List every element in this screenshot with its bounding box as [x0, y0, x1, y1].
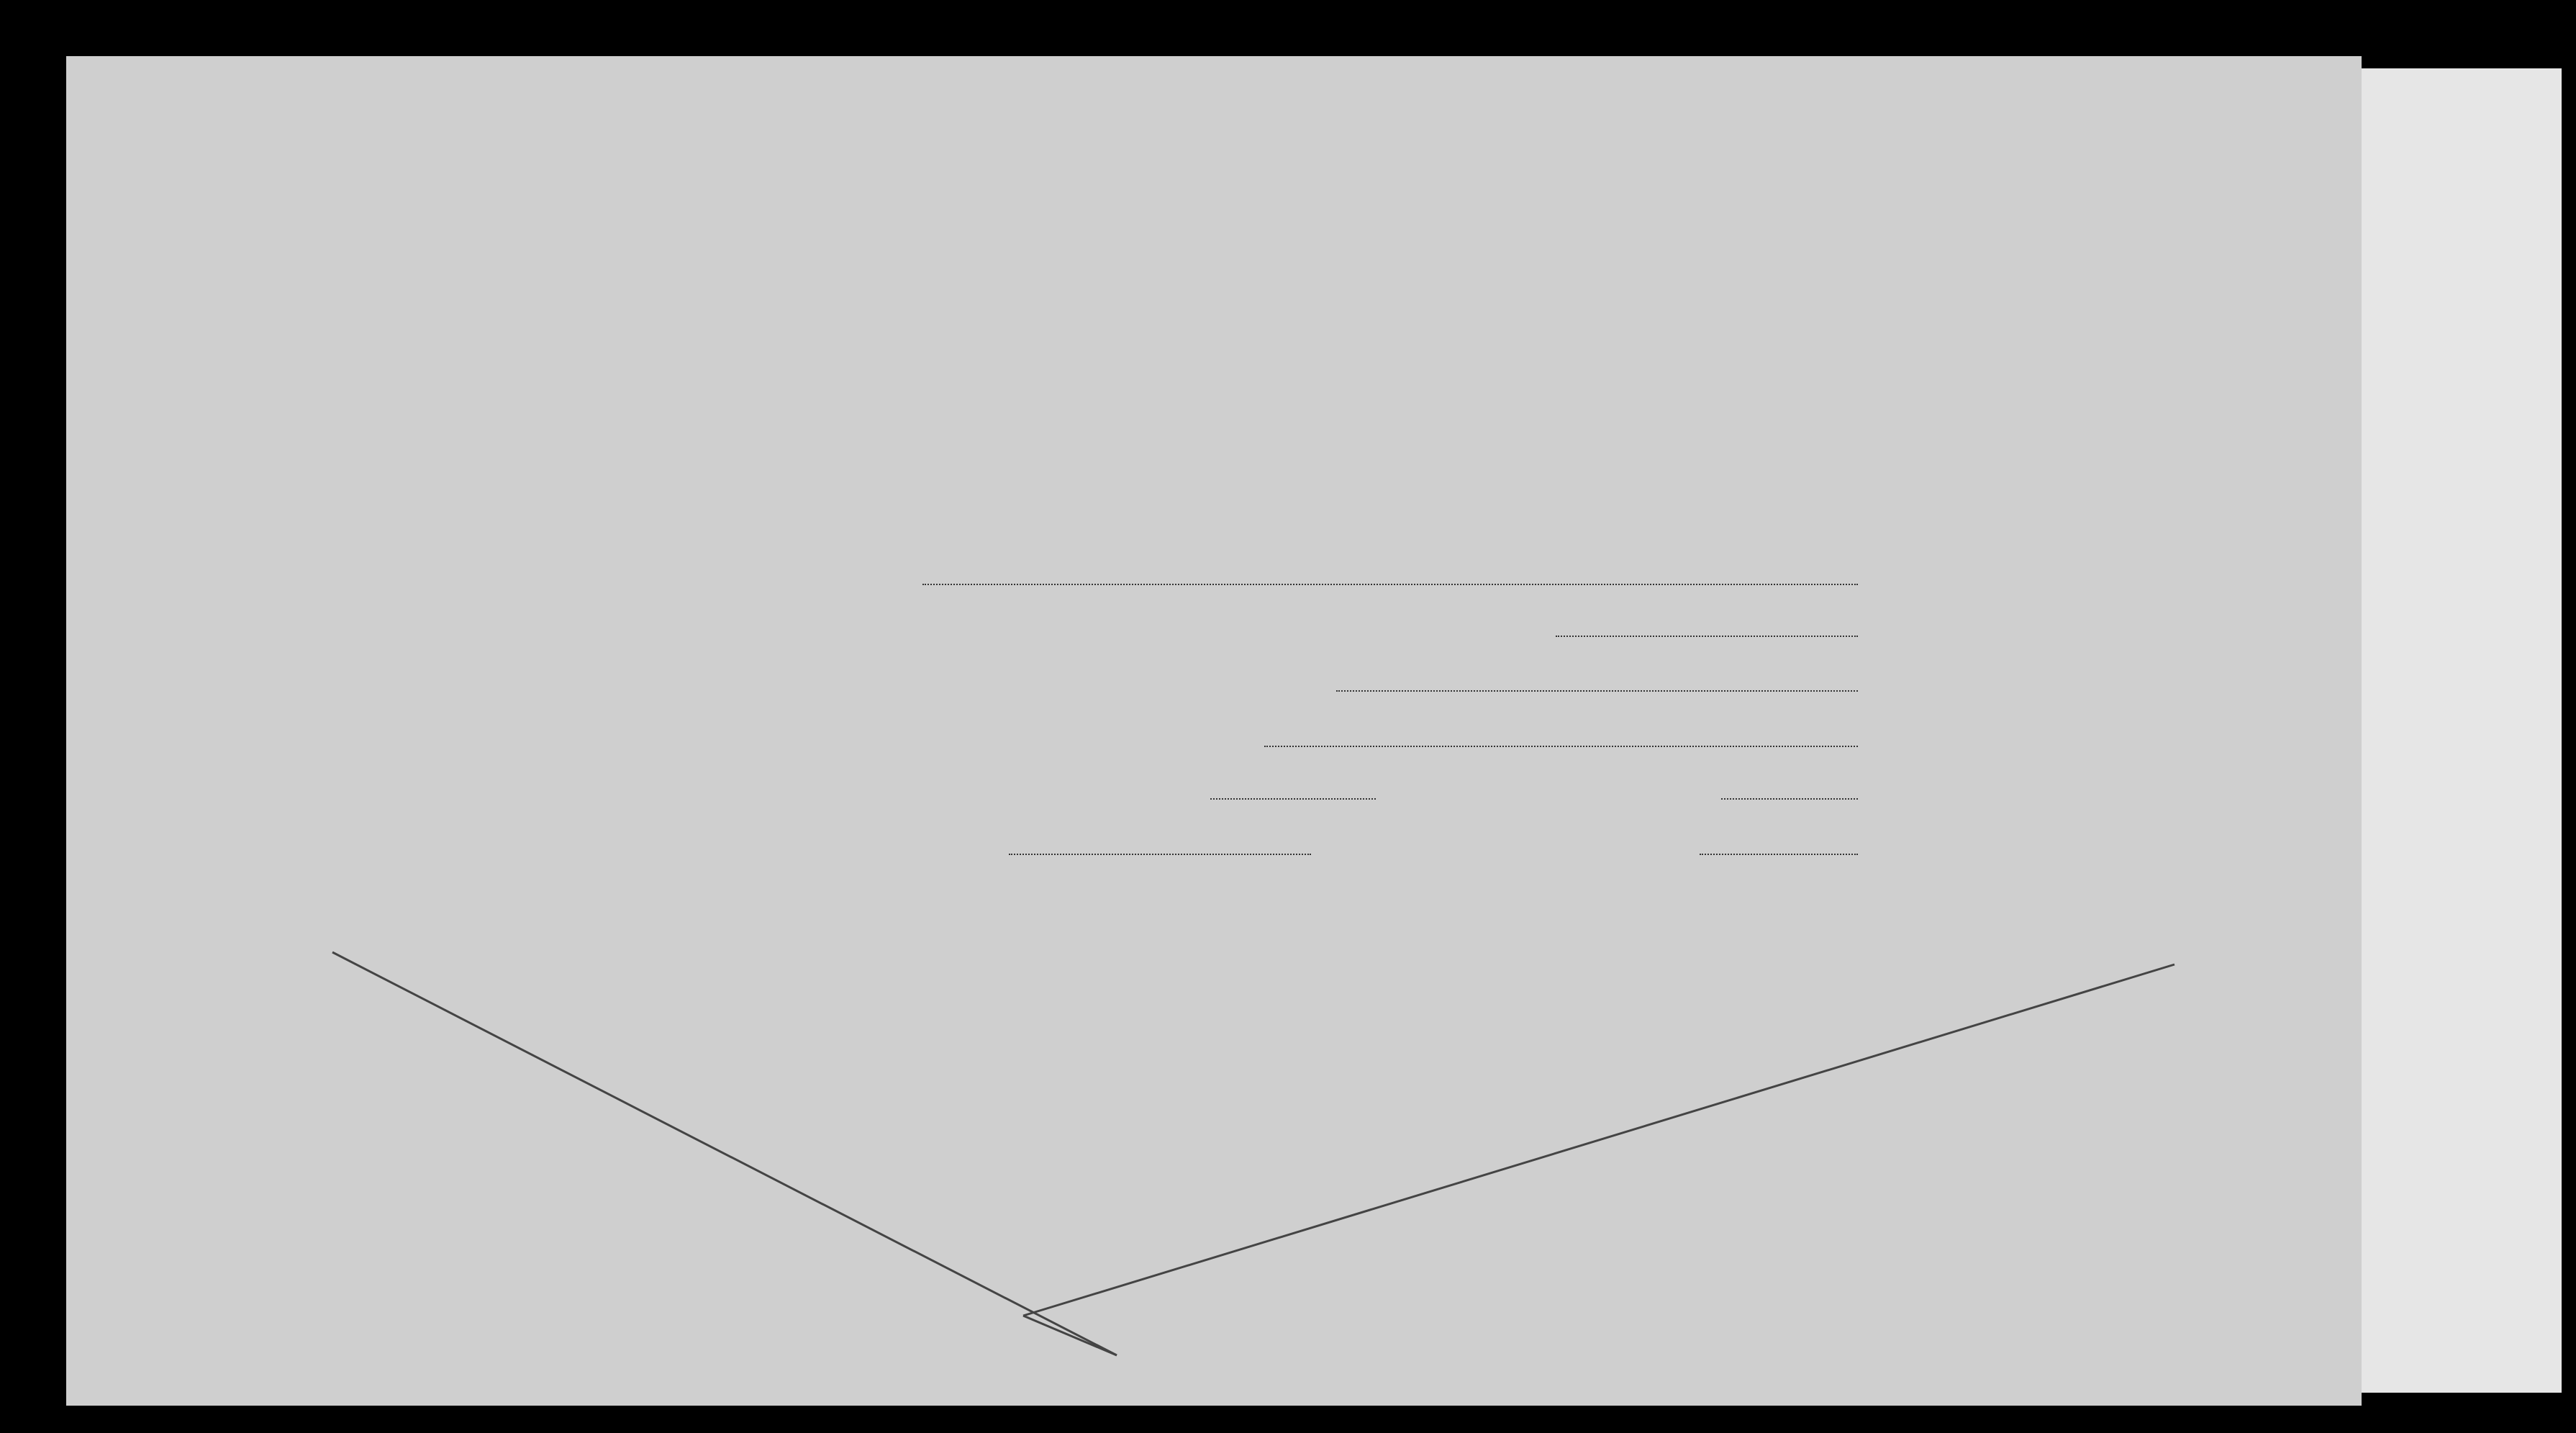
- pencil-cancellation-lines: [66, 56, 2362, 1406]
- pencil-line-3: [1023, 1316, 1117, 1355]
- pencil-line-2: [1023, 964, 2174, 1316]
- pencil-line-1: [332, 952, 1117, 1355]
- page-edge-right: [2339, 68, 2562, 1393]
- census-form-sheet: [66, 56, 2362, 1406]
